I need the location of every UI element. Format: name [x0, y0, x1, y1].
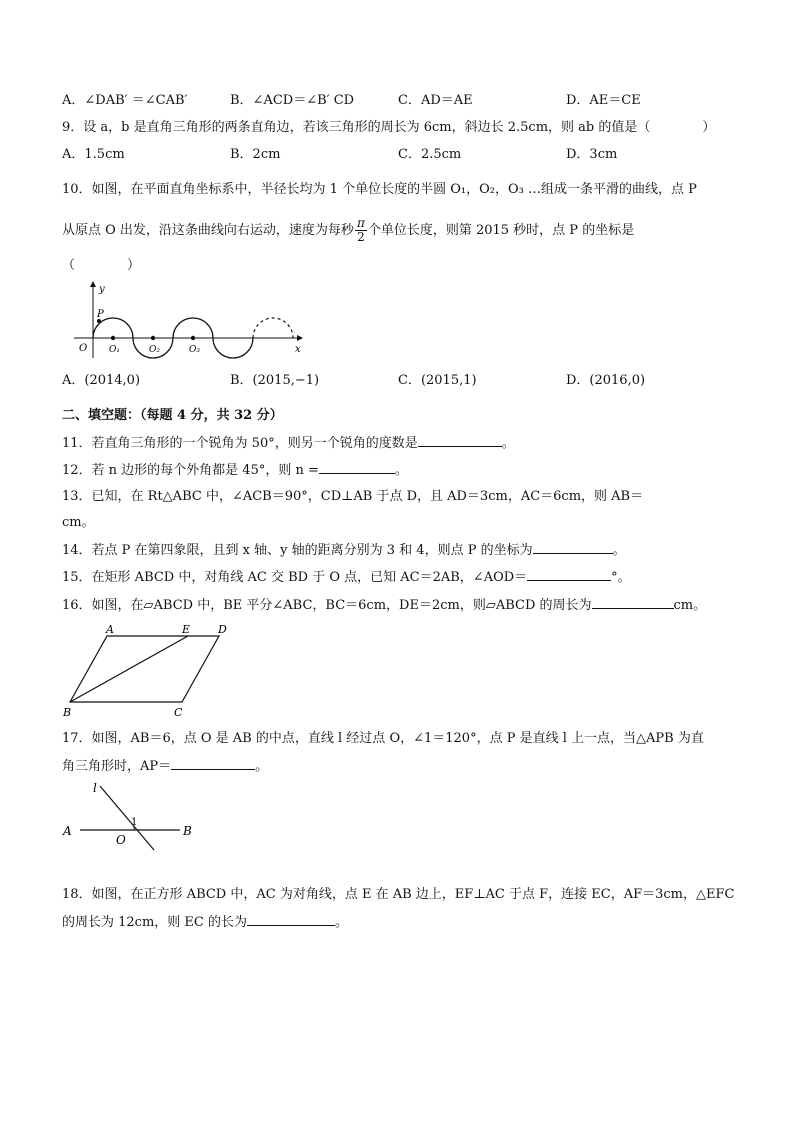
line-l — [100, 786, 154, 850]
q12-text: 12．若 n 边形的每个外角都是 45°，则 n = — [62, 463, 319, 478]
label-l: l — [93, 781, 97, 795]
label-x: x — [295, 344, 301, 355]
q8-option-c: C．AD＝AE — [398, 93, 473, 108]
q10-figure — [62, 276, 312, 360]
point-o3 — [191, 336, 195, 340]
q14-answer-blank[interactable] — [533, 541, 613, 554]
q12-answer-blank[interactable] — [319, 461, 395, 474]
q10-fraction — [355, 217, 367, 244]
q14-text: 14．若点 P 在第四象限，且到 x 轴、y 轴的距离分别为 3 和 4，则点 P 的坐标为 — [62, 543, 533, 558]
label-o2: O₂ — [149, 345, 160, 355]
q10-line1: 10．如图，在平面直角坐标系中，半径长均为 1 个单位长度的半圆 O₁，O₂，O₃ …组成一条平滑的曲线，点 P — [62, 182, 697, 197]
label-a: A — [63, 824, 72, 838]
q10-option-c: C．(2015,1) — [398, 373, 477, 388]
q16 — [62, 596, 706, 615]
q17-figure — [60, 780, 205, 852]
curve-continuation — [253, 318, 293, 338]
label-angle-1: 1 — [131, 817, 138, 828]
q13-line1: 13．已知，在 Rt△ABC 中，∠ACB＝90°，CD⊥AB 于点 D，且 AD＝3cm，AC＝6cm，则 AB＝ — [62, 489, 644, 504]
q18-end: 。 — [334, 915, 348, 930]
q8-option-b: B．∠ACD＝∠B′ CD — [230, 93, 355, 108]
q10-option-b: B．(2015,−1) — [230, 373, 320, 388]
q18-line2 — [62, 913, 348, 932]
q13-line2: cm。 — [62, 515, 95, 530]
q8-option-a: A．∠DAB′ ＝∠CAB′ — [62, 93, 188, 108]
q16-text: 16．如图，在▱ABCD 中，BE 平分∠ABC，BC＝6cm，DE＝2cm，则▱ABCD 的周长为 — [62, 598, 592, 613]
q16-answer-blank[interactable] — [592, 596, 674, 609]
q10-option-a: A．(2014,0) — [62, 373, 141, 388]
q17-line2 — [62, 757, 268, 776]
q17-text: 角三角形时，AP＝ — [62, 759, 172, 774]
label-c: C — [174, 706, 183, 719]
q18-line1: 18．如图，在正方形 ABCD 中，AC 为对角线，点 E 在 AB 边上，EF⊥AC 于点 F，连接 EC，AF＝3cm，△EFC — [62, 887, 735, 902]
q14-end: 。 — [612, 543, 626, 558]
segment-be — [70, 636, 188, 702]
q9-option-d: D．3cm — [566, 147, 618, 162]
q17-end: 。 — [255, 759, 269, 774]
label-a: A — [106, 623, 114, 636]
q10-line3: （ ） — [62, 258, 141, 273]
label-e: E — [182, 623, 191, 636]
q18-text: 的周长为 12cm，则 EC 的长为 — [62, 915, 247, 930]
q11-text: 11．若直角三角形的一个锐角为 50°，则另一个锐角的度数是 — [62, 436, 418, 451]
q12-end: 。 — [394, 463, 408, 478]
q16-end: cm。 — [673, 598, 707, 613]
q8-option-d: D．AE＝CE — [566, 93, 641, 108]
q11-end: 。 — [501, 436, 515, 451]
q15-answer-blank[interactable] — [527, 568, 611, 581]
label-y: y — [99, 284, 105, 295]
label-o: O — [116, 833, 126, 847]
q10-option-d: D．(2016,0) — [566, 373, 646, 388]
q15-text: 15．在矩形 ABCD 中，对角线 AC 交 BD 于 O 点，已知 AC＝2AB，∠AOD＝ — [62, 570, 528, 585]
q10-line2-pre: 从原点 O 出发，沿这条曲线向右运动，速度为每秒 — [62, 223, 354, 238]
q18-answer-blank[interactable] — [247, 913, 335, 926]
point-o1 — [111, 336, 115, 340]
q15-end: °。 — [611, 570, 631, 585]
label-b: B — [63, 706, 72, 719]
q16-figure — [62, 622, 242, 720]
section-fill-in-blank: 二、填空题：（每题 4 分，共 32 分） — [62, 408, 283, 423]
q14 — [62, 541, 626, 560]
label-d: D — [218, 623, 227, 636]
q17-answer-blank[interactable] — [171, 757, 255, 770]
q10-line2 — [62, 216, 634, 246]
label-b: B — [183, 824, 192, 838]
q9-option-c: C．2.5cm — [398, 147, 462, 162]
q12 — [62, 461, 408, 480]
q17-line1: 17．如图，AB＝6，点 O 是 AB 的中点，直线 l 经过点 O，∠1＝120°，点 P 是直线 l 上一点，当△APB 为直 — [62, 731, 704, 746]
parallelogram-abcd — [70, 636, 219, 702]
q15 — [62, 568, 631, 587]
label-origin: O — [79, 343, 88, 354]
label-o3: O₃ — [189, 345, 200, 355]
q10-frac-num: π — [356, 216, 365, 230]
q11 — [62, 434, 515, 453]
q9-stem: 9．设 a，b 是直角三角形的两条直角边，若该三角形的周长为 6cm，斜边长 2.5cm，则 ab 的值是（ ） — [62, 120, 716, 135]
label-p: P — [97, 309, 104, 320]
label-o1: O₁ — [109, 345, 120, 355]
q10-frac-den: 2 — [357, 230, 365, 244]
q9-option-a: A．1.5cm — [62, 147, 125, 162]
q11-answer-blank[interactable] — [418, 434, 502, 447]
q10-line2-post: 个单位长度，则第 2015 秒时，点 P 的坐标是 — [367, 223, 635, 238]
point-o2 — [151, 336, 155, 340]
q9-option-b: B．2cm — [230, 147, 281, 162]
